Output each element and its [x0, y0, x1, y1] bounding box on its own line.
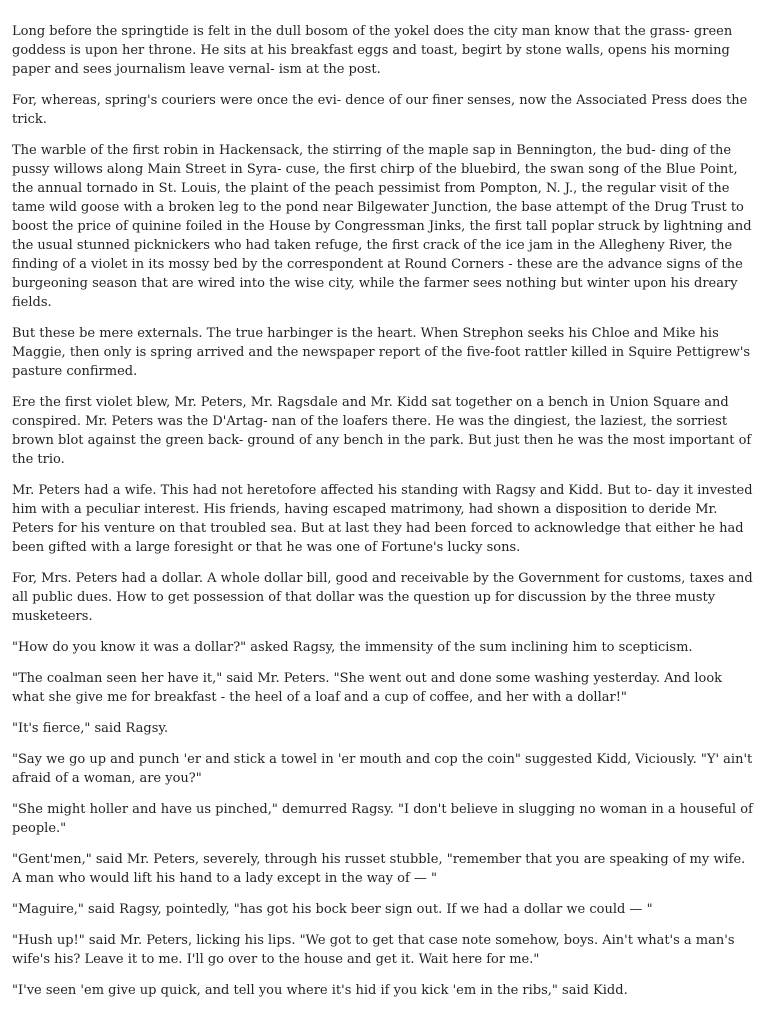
paragraph: "I've seen 'em give up quick, and tell you where it's hid if you kick 'em in the ribs," said Kidd.: [12, 983, 628, 998]
paragraph: "The coalman seen her have it," said Mr. Peters. "She went out and done some washing yesterday. And look what she give me for breakfast - the heel of a loaf and a cup of coffee, and her with a dollar!": [12, 671, 723, 705]
paragraph: For, whereas, spring's couriers were once the evi- dence of our finer senses, now the Associated Press does the trick.: [12, 93, 748, 127]
document-body: [12, 22, 756, 1012]
paragraph: "Gent'men," said Mr. Peters, severely, through his russet stubble, "remember that you are speaking of my wife. A man who would lift his hand to a lady except in the way of — ": [12, 852, 746, 886]
paragraph: Mr. Peters had a wife. This had not heretofore affected his standing with Ragsy and Kidd. But to- day it invested him with a peculiar interest. His friends, having escaped matrimony, had shown a disposition to deride Mr. Peters for his venture on that troubled sea. But at last they had been forced to acknowledge that either he had been gifted with a large foresight or that he was one of Fortune's lucky sons.: [12, 483, 753, 555]
paragraph: "It's fierce," said Ragsy.: [12, 721, 169, 736]
paragraph: "Maguire," said Ragsy, pointedly, "has got his bock beer sign out. If we had a dollar we could — ": [12, 902, 653, 917]
paragraph: "Say we go up and punch 'er and stick a towel in 'er mouth and cop the coin" suggested Kidd, Viciously. "Y' ain't afraid of a woman, are you?": [12, 752, 753, 786]
paragraph: "She might holler and have us pinched," demurred Ragsy. "I don't believe in slugging no woman in a houseful of people.": [12, 802, 753, 836]
paragraph: Long before the springtide is felt in the dull bosom of the yokel does the city man know that the grass- green goddess is upon her throne. He sits at his breakfast eggs and toast, begirt by stone walls, opens his morning paper and sees journalism leave vernal- ism at the post.: [12, 24, 733, 77]
paragraph: For, Mrs. Peters had a dollar. A whole dollar bill, good and receivable by the Government for customs, taxes and all public dues. How to get possession of that dollar was the question up for discussion by the three musty musketeers.: [12, 571, 753, 624]
paragraph: "How do you know it was a dollar?" asked Ragsy, the immensity of the sum inclining him to scepticism.: [12, 640, 693, 655]
paragraph: Ere the first violet blew, Mr. Peters, Mr. Ragsdale and Mr. Kidd sat together on a bench in Union Square and conspired. Mr. Peters was the D'Artag- nan of the loafers there. He was the dingiest, the laziest, the sorriest brown blot against the green back- ground of any bench in the park. But just then he was the most important of the trio.: [12, 395, 752, 467]
paragraph: "Hush up!" said Mr. Peters, licking his lips. "We got to get that case note somehow, boys. Ain't what's a man's wife's his? Leave it to me. I'll go over to the house and get it. Wait here for me.": [12, 933, 735, 967]
paragraph: But these be mere externals. The true harbinger is the heart. When Strephon seeks his Chloe and Mike his Maggie, then only is spring arrived and the newspaper report of the five-foot rattler killed in Squire Pettigrew's pasture confirmed.: [12, 326, 751, 379]
paragraph: The warble of the first robin in Hackensack, the stirring of the maple sap in Bennington, the bud- ding of the pussy willows along Main Street in Syra- cuse, the first chirp of the bluebird, the swan song of the Blue Point, the annual tornado in St. Louis, the plaint of the peach pessimist from Pompton, N. J., the regular visit of the tame wild goose with a broken leg to the pond near Bilgewater Junction, the base attempt of the Drug Trust to boost the price of quinine foiled in the House by Congressman Jinks, the first tall poplar struck by lightning and the usual stunned picknickers who had taken refuge, the first crack of the ice jam in the Allegheny River, the finding of a violet in its mossy bed by the correspondent at Round Corners - these are the advance signs of the burgeoning season that are wired into the wise city, while the farmer sees nothing but winter upon his dreary fields.: [12, 143, 752, 310]
